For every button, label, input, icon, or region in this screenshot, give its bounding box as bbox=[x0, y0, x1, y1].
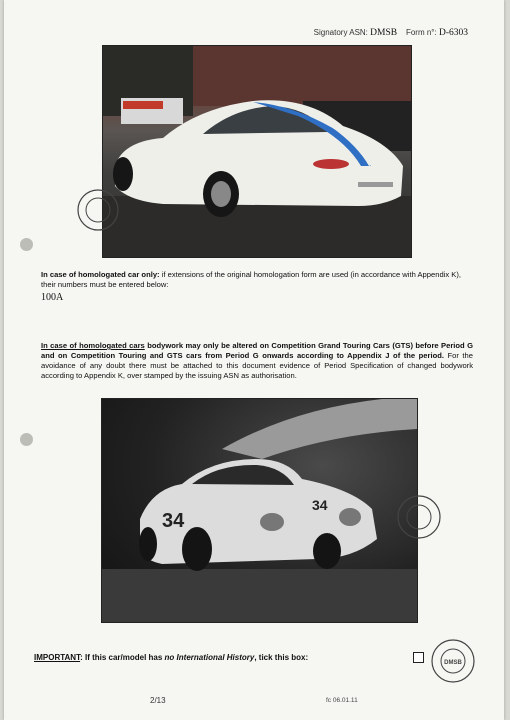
car-photo-racing bbox=[101, 398, 418, 623]
signatory-label: Signatory ASN: bbox=[313, 28, 368, 37]
homologation-heading: In case of homologated car only: bbox=[41, 270, 160, 279]
race-number-door: 34 bbox=[162, 510, 185, 532]
footer-date: fc 06.01.11 bbox=[326, 697, 358, 704]
form-number-label: Form n°: bbox=[405, 28, 437, 37]
homologation-text: if extensions of the original homologation form are used (in accordance with Appendix K), their numbers must be entered below: bbox=[41, 270, 461, 289]
bodywork-bold-text: bodywork may only be altered on Competition Grand Touring Cars (GTS) before Period G and on Competition Touring and GTS cars from Period G onwards according to Appendix J of the period. bbox=[41, 341, 473, 360]
bodywork-text: For the avoidance of any doubt there must be attached to this document evidence of Period Specification of changed bodywork according to Appendix K, over stamped by the issuing ASN as authorisation. bbox=[41, 351, 473, 380]
important-italic: no International History bbox=[164, 653, 255, 662]
form-number-value: D-6303 bbox=[438, 28, 468, 38]
dmsb-stamp bbox=[430, 638, 476, 689]
car-photo-rear bbox=[102, 45, 412, 258]
extension-number: 100A bbox=[41, 292, 64, 303]
page-number: 2/13 bbox=[150, 696, 166, 705]
form-header bbox=[314, 28, 468, 38]
dmsb-stamp bbox=[76, 188, 120, 237]
no-international-history-checkbox[interactable] bbox=[413, 652, 424, 663]
signatory-value: DMSB bbox=[370, 28, 398, 38]
bodywork-lead: In case of homologated cars bbox=[41, 341, 145, 350]
stamp-label: DMSB bbox=[444, 660, 462, 666]
punch-hole bbox=[20, 433, 33, 446]
important-text: : If this car/model has bbox=[80, 653, 165, 662]
important-text-2: , tick this box: bbox=[254, 653, 309, 662]
important-label: IMPORTANT bbox=[34, 653, 81, 662]
form-page bbox=[4, 0, 504, 720]
race-number-hood: 34 bbox=[312, 497, 328, 513]
homologation-note bbox=[41, 270, 471, 290]
bodywork-note bbox=[41, 341, 473, 381]
dmsb-stamp bbox=[396, 494, 442, 545]
important-note bbox=[34, 653, 308, 662]
punch-hole bbox=[20, 238, 33, 251]
